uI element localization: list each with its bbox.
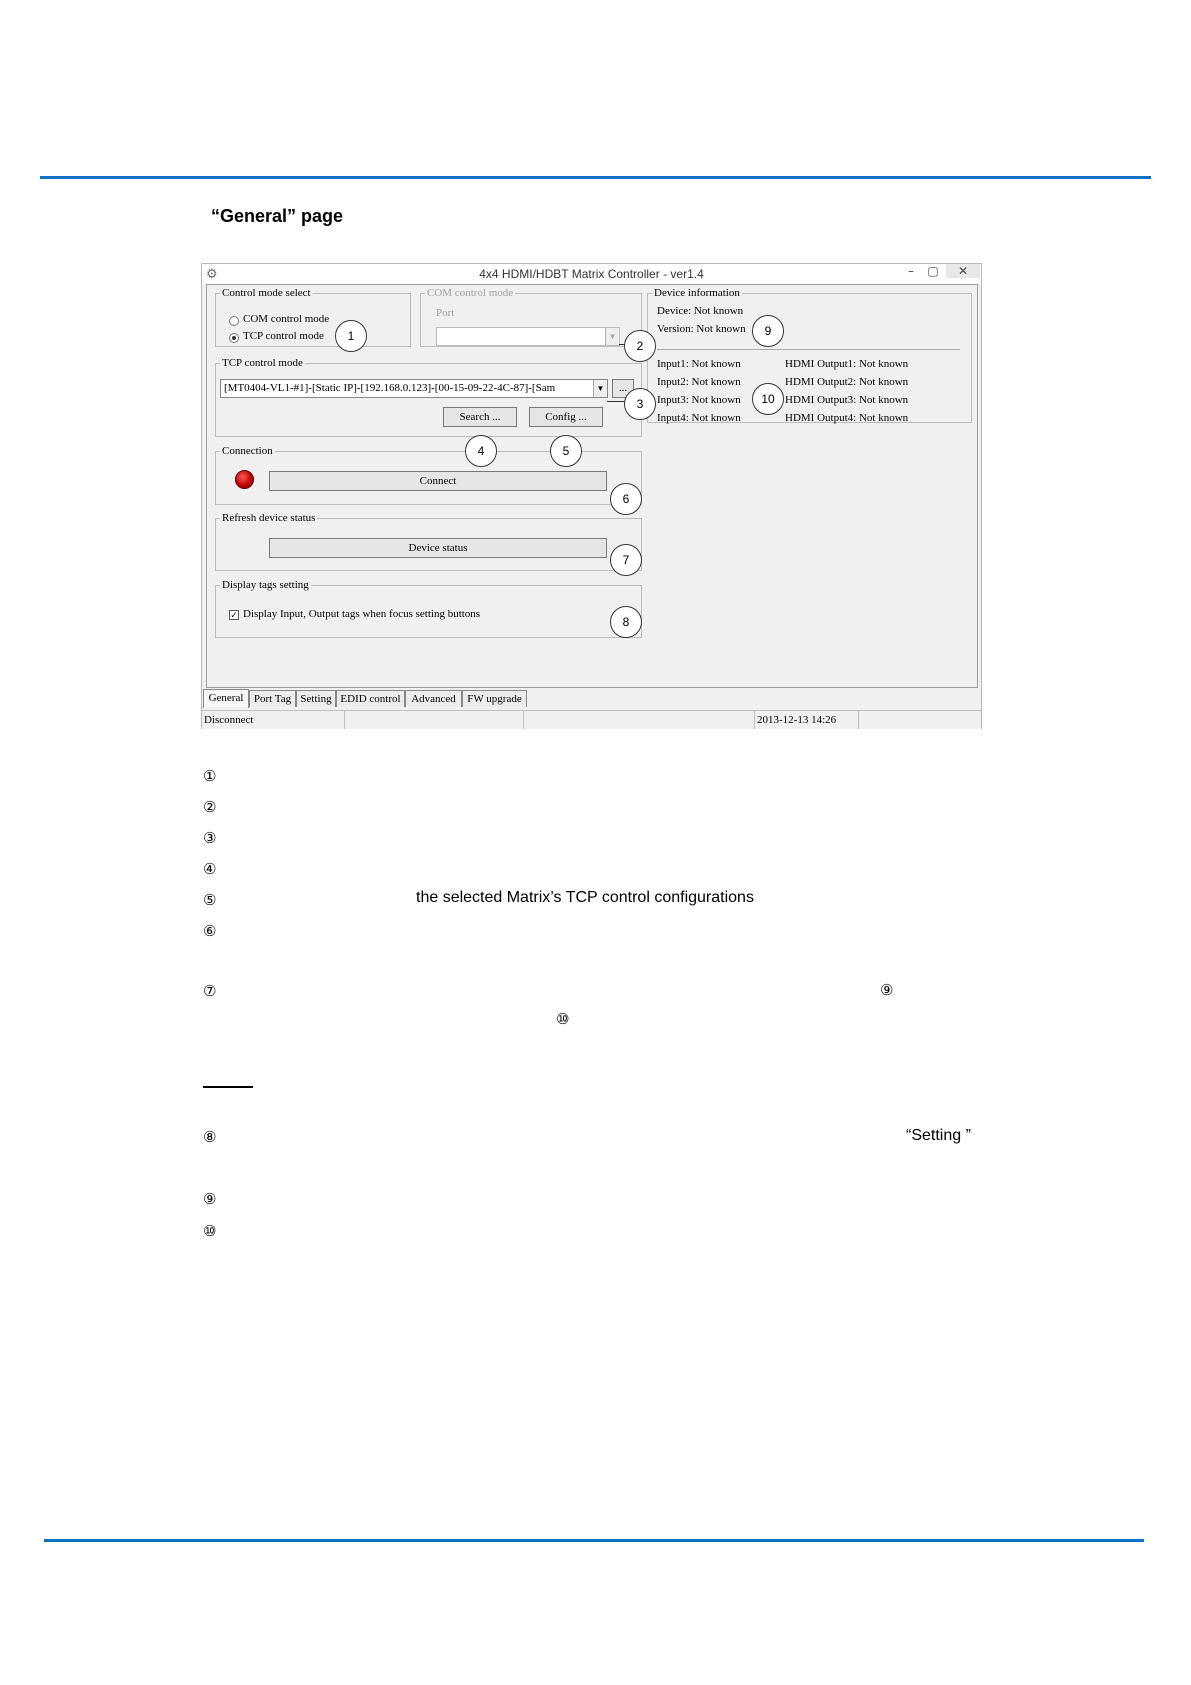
search-button[interactable]: Search ... [443, 407, 517, 427]
note-marker-6: ⑥ [203, 922, 217, 940]
chevron-down-icon: ▼ [593, 380, 607, 397]
note-marker-10: ⑩ [203, 1222, 217, 1240]
output-status: HDMI Output1: Not known [785, 358, 909, 370]
header-rule [40, 176, 1151, 179]
tab-setting[interactable]: Setting [296, 690, 336, 707]
input-status: Input3: Not known [657, 394, 741, 406]
tab-advanced[interactable]: Advanced [405, 690, 462, 707]
info-divider [657, 349, 960, 350]
callout-7: 7 [610, 544, 642, 576]
note-marker-9: ⑨ [203, 1190, 217, 1208]
gear-icon: ⚙ [206, 266, 218, 281]
callout-5: 5 [550, 435, 582, 467]
note-marker-1: ① [203, 767, 217, 785]
display-tags-legend: Display tags setting [222, 579, 309, 591]
input-status: Input2: Not known [657, 376, 741, 388]
section-title: “General” page [211, 206, 344, 226]
refresh-legend: Refresh device status [222, 512, 316, 524]
note-marker-8: ⑧ [203, 1128, 217, 1146]
tab-fw-upgrade[interactable]: FW upgrade [462, 690, 527, 707]
tcp-mode-label: TCP control mode [243, 330, 324, 342]
footer-rule [44, 1539, 1144, 1542]
connection-legend: Connection [222, 445, 273, 457]
more-button[interactable]: ... [612, 379, 634, 398]
status-cell [524, 711, 755, 729]
note-5-text: the selected Matrix’s TCP control configurations [416, 889, 754, 906]
output-status: HDMI Output2: Not known [785, 376, 909, 388]
input-status: Input4: Not known [657, 412, 741, 424]
connection-status-led [235, 470, 254, 489]
tab-port-tag[interactable]: Port Tag [249, 690, 296, 707]
config-button[interactable]: Config ... [529, 407, 603, 427]
tab-edid-control[interactable]: EDID control [336, 690, 405, 707]
callout-2: 2 [624, 330, 656, 362]
status-bar [202, 710, 981, 729]
maximize-button[interactable]: ▢ [927, 264, 939, 278]
device-version: Version: Not known [657, 323, 746, 335]
title-bar [202, 264, 981, 284]
connection-state: Disconnect [202, 711, 345, 729]
tcp-mode-radio[interactable] [229, 333, 239, 343]
note-marker-2: ② [203, 798, 217, 816]
output-status: HDMI Output4: Not known [785, 412, 909, 424]
display-tags-label: Display Input, Output tags when focus setting buttons [243, 608, 481, 620]
window-title: 4x4 HDMI/HDBT Matrix Controller - ver1.4 [479, 267, 704, 281]
callout-10: 10 [752, 383, 784, 415]
port-select[interactable] [436, 327, 620, 346]
tcp-device-select[interactable]: [MT0404-VL1-#1]-[Static IP]-[192.168.0.123]-[00-15-09-22-4C-87]-[Sam ▼ [220, 379, 608, 398]
status-cell [345, 711, 524, 729]
com-mode-radio[interactable] [229, 316, 239, 326]
chevron-down-icon: ▼ [605, 328, 619, 345]
note-marker-3: ③ [203, 829, 217, 847]
minimize-button[interactable]: – [908, 264, 914, 278]
connect-button[interactable]: Connect [269, 471, 607, 491]
note-7-ref-9: ⑨ [880, 981, 894, 999]
device-status-button[interactable]: Device status [269, 538, 607, 558]
note-8-setting-ref: “Setting ” [906, 1127, 971, 1144]
note-underline [203, 1086, 253, 1088]
output-status: HDMI Output3: Not known [785, 394, 909, 406]
app-window [201, 263, 982, 729]
tcp-mode-legend: TCP control mode [222, 357, 303, 369]
note-7-ref-10: ⑩ [556, 1010, 570, 1028]
callout-6: 6 [610, 483, 642, 515]
tab-general[interactable]: General [203, 689, 249, 708]
note-marker-4: ④ [203, 860, 217, 878]
callout-8: 8 [610, 606, 642, 638]
callout-9: 9 [752, 315, 784, 347]
control-mode-legend: Control mode select [222, 287, 311, 299]
com-mode-legend: COM control mode [427, 287, 514, 299]
port-label: Port [436, 307, 455, 319]
device-name: Device: Not known [657, 305, 744, 317]
display-tags-checkbox[interactable]: ✓ [230, 610, 238, 620]
status-datetime: 2013-12-13 14:26 [755, 711, 859, 729]
com-mode-label: COM control mode [243, 313, 330, 325]
general-page [206, 284, 978, 688]
callout-1: 1 [335, 320, 367, 352]
callout-3: 3 [624, 388, 656, 420]
callout-4: 4 [465, 435, 497, 467]
note-marker-7: ⑦ [203, 982, 217, 1000]
device-info-legend: Device information [654, 287, 740, 299]
close-button[interactable]: ✕ [946, 264, 980, 278]
note-marker-5: ⑤ [203, 891, 217, 909]
input-status: Input1: Not known [657, 358, 741, 370]
